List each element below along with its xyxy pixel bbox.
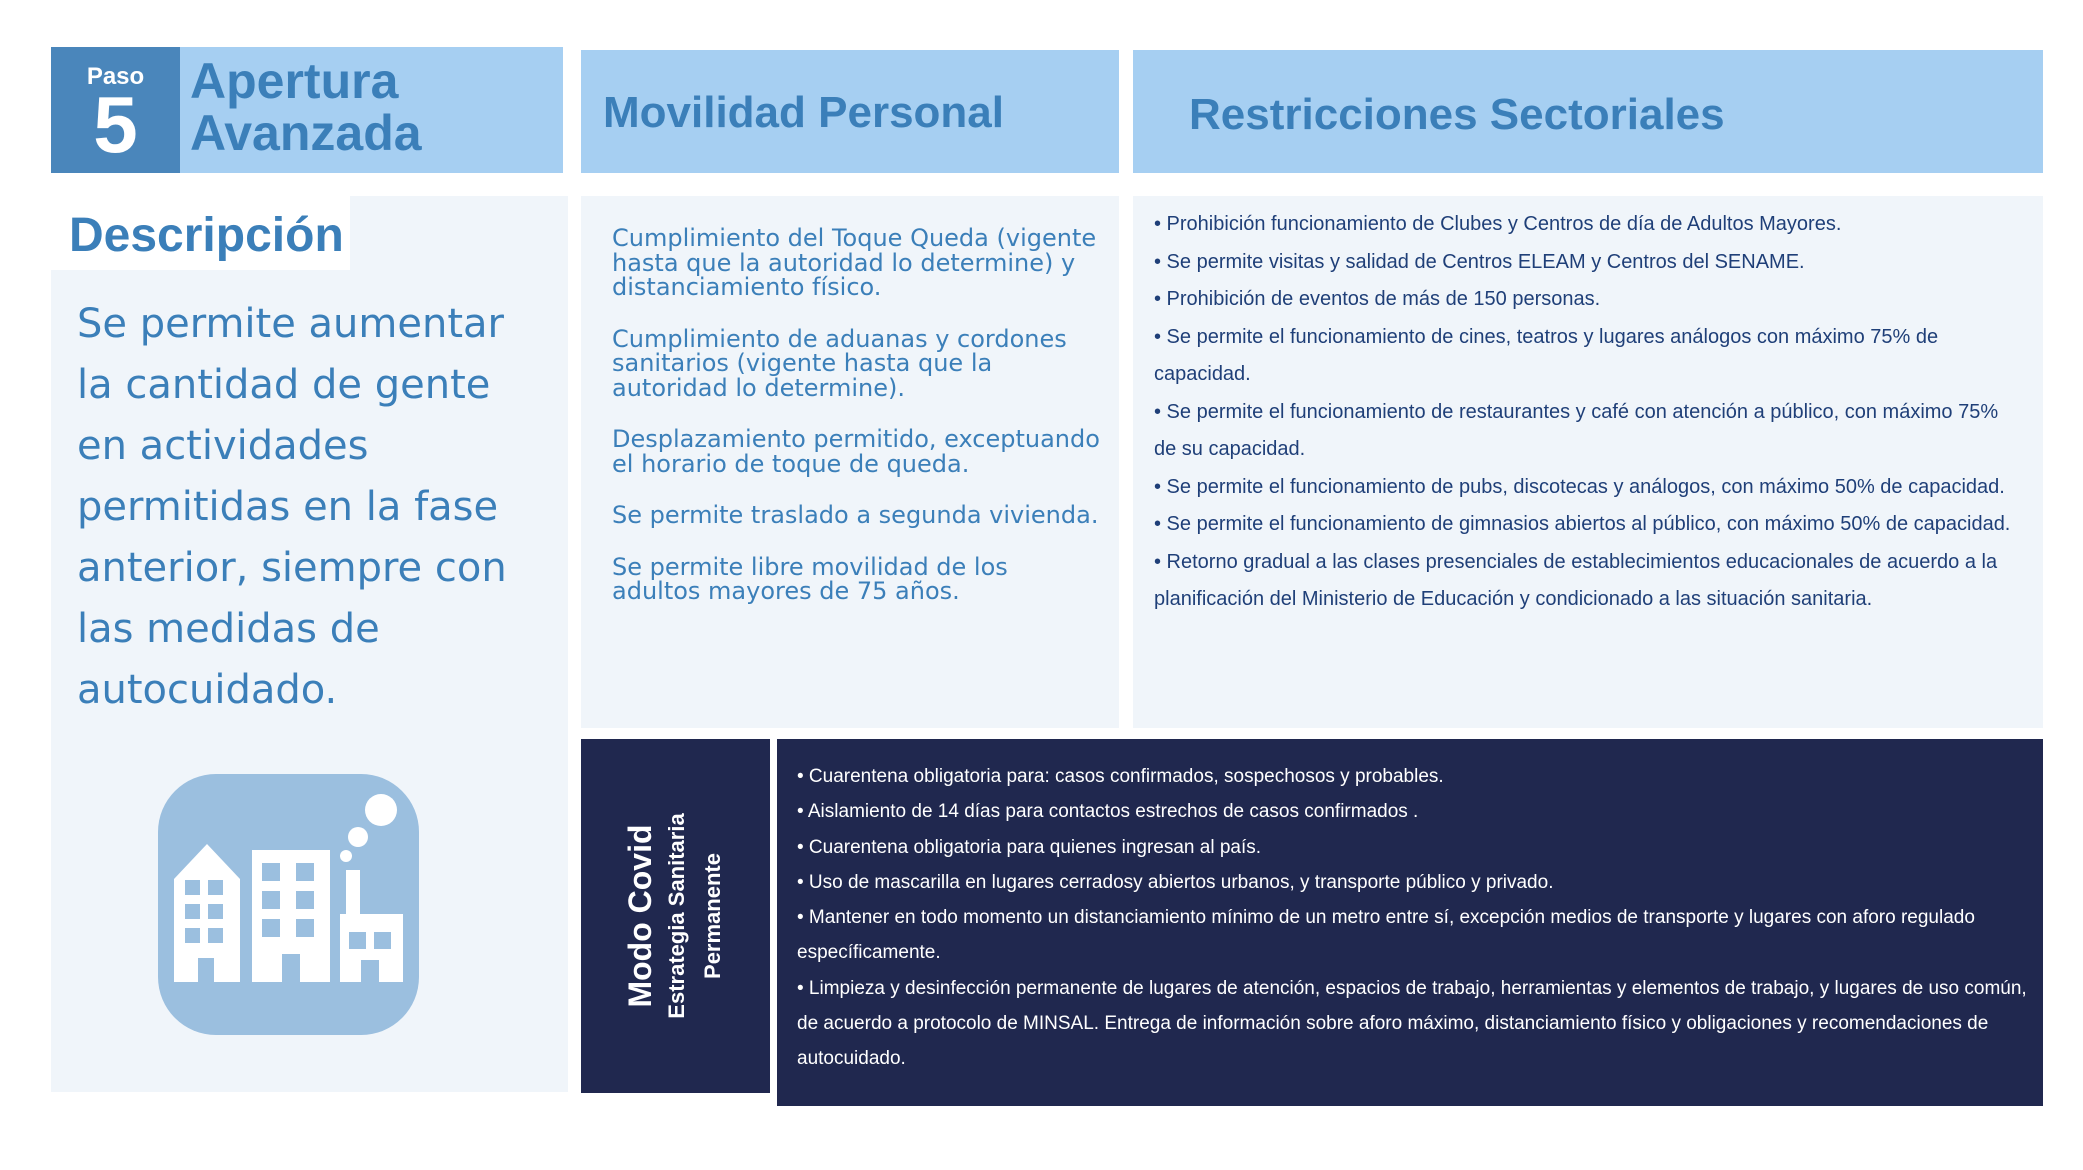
covid-mode-subtitle-2: Permanente (699, 853, 725, 979)
description-text: Se permite aumentar la cantidad de gente en actividades permitidas en la fase anterior, siempre con las medidas de autocuidado. (77, 301, 507, 713)
step-label: Paso (86, 63, 145, 90)
list-item: • Se permite el funcionamiento de cines, teatros y lugares análogos con máximo 75% de capacidad. (1154, 325, 1939, 385)
list-item: • Se permite visitas y salidad de Centros ELEAM y Centros del SENAME. (1154, 250, 1805, 273)
list-item: Cumplimiento de aduanas y cordones sanitarios (vigente hasta que la autoridad lo determine). (612, 324, 1067, 402)
restricciones-list (1154, 206, 2014, 619)
covid-measures-list (797, 759, 2027, 1077)
covid-mode-label-panel (581, 739, 770, 1093)
list-item: • Limpieza y desinfección permanente de lugares de atención, espacios de trabajo, herramientas y elementos de trabajo, y lugares de uso común, de acuerdo a protocolo de MINSAL. Entrega de información sobre aforo máximo, distanciamiento físico y obligaciones y recomendaciones de autocuidado. (797, 977, 2027, 1070)
phase-title (190, 55, 422, 159)
list-item: • Se permite el funcionamiento de pubs, discotecas y análogos, con máximo 50% de capacidad. (1154, 475, 2005, 498)
phase-title-line1: Apertura (190, 53, 399, 109)
description-title: Descripción (69, 209, 344, 262)
list-item: • Se permite el funcionamiento de restaurantes y café con atención a público, con máximo 75% de su capacidad. (1154, 400, 1999, 460)
list-item: Se permite traslado a segunda vivienda. (612, 501, 1099, 529)
movilidad-list (612, 226, 1102, 631)
movilidad-header (581, 50, 1119, 173)
list-item: • Aislamiento de 14 días para contactos estrechos de casos confirmados . (797, 801, 1419, 823)
step-number: 5 (93, 80, 138, 169)
list-item: • Uso de mascarilla en lugares cerradosy abiertos urbanos, y transporte público y privado. (797, 871, 1554, 893)
list-item: • Mantener en todo momento un distanciamiento mínimo de un metro entre sí, excepción medios de transporte y lugares con aforo regulado específicamente. (797, 907, 1975, 964)
list-item: Se permite libre movilidad de los adultos mayores de 75 años. (612, 552, 1008, 605)
movilidad-panel (581, 196, 1119, 728)
list-item: • Prohibición de eventos de más de 150 personas. (1154, 288, 1601, 310)
covid-measures-panel (777, 739, 2043, 1106)
step-badge (51, 47, 180, 173)
covid-mode-label (621, 813, 731, 1018)
list-item: Desplazamiento permitido, exceptuando el horario de toque de queda. (612, 425, 1100, 478)
restricciones-header (1133, 50, 2043, 173)
list-item: • Cuarentena obligatoria para: casos confirmados, sospechosos y probables. (797, 766, 1444, 787)
list-item: • Cuarentena obligatoria para quienes ingresan al país. (797, 836, 1262, 858)
city-buildings-icon (158, 774, 419, 1035)
description-tab (51, 196, 350, 270)
movilidad-title: Movilidad Personal (603, 88, 1004, 137)
covid-mode-subtitle: Estrategia Sanitaria (663, 813, 689, 1019)
list-item: • Retorno gradual a las clases presenciales de establecimientos educacionales de acuerdo a la planificación del Ministerio de Educación y condicionado a las situación sanitaria. (1154, 550, 1998, 610)
covid-mode-title: Modo Covid (621, 824, 658, 1008)
list-item: • Se permite el funcionamiento de gimnasios abiertos al público, con máximo 50% de capacidad. (1154, 513, 2011, 535)
phase-title-line2: Avanzada (190, 105, 422, 161)
restricciones-title: Restricciones Sectoriales (1189, 90, 1725, 139)
restricciones-panel (1133, 196, 2043, 728)
phase-header (180, 47, 563, 173)
list-item: • Prohibición funcionamiento de Clubes y Centros de día de Adultos Mayores. (1154, 213, 1842, 235)
list-item: Cumplimiento del Toque Queda (vigente hasta que la autoridad lo determine) y distanciamiento físico. (612, 224, 1097, 301)
